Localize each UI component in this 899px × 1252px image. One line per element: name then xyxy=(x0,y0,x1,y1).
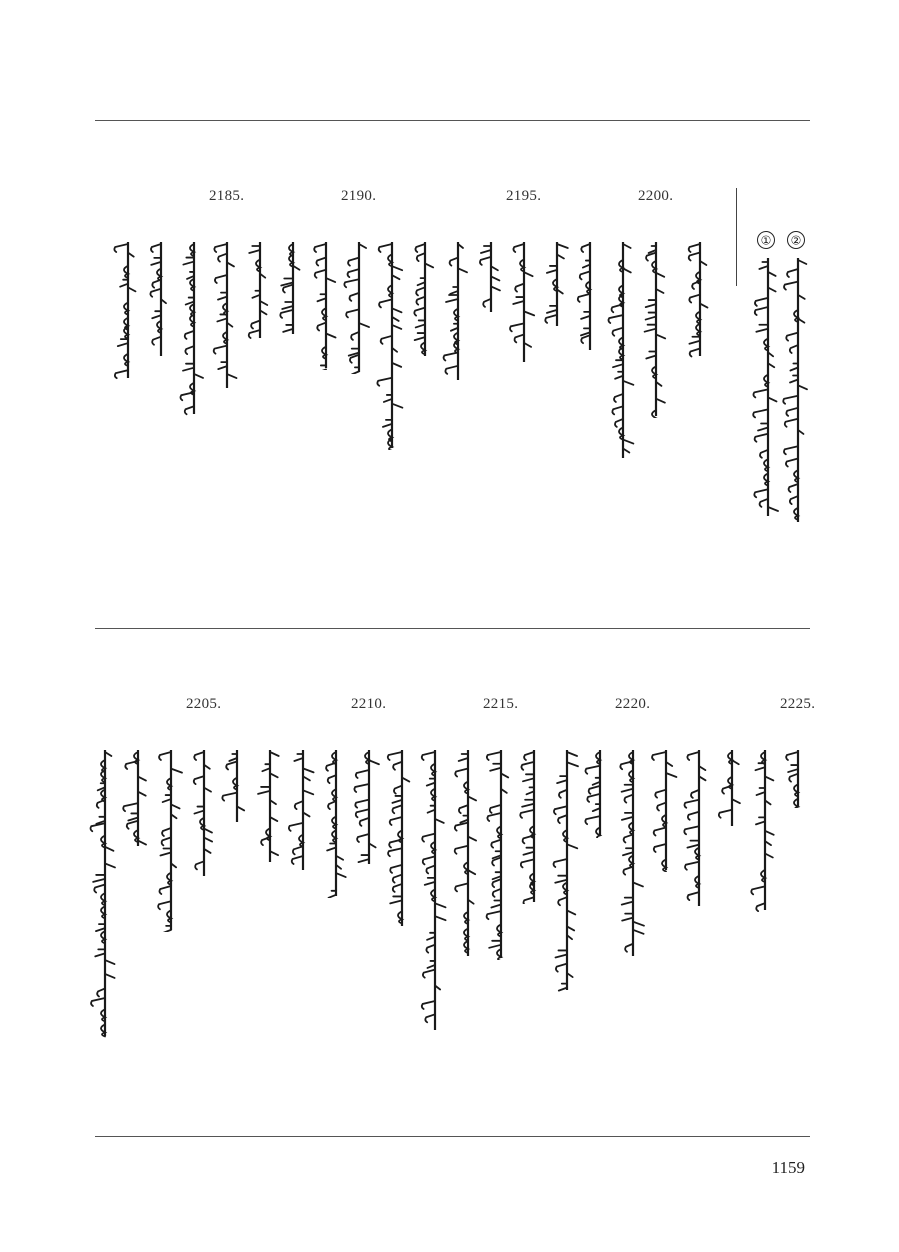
line-number: 2225. xyxy=(780,696,816,712)
line-number: 2185. xyxy=(209,188,245,204)
footnote-marker-1 xyxy=(756,230,776,250)
line-number: 2220. xyxy=(615,696,651,712)
line-number: 2205. xyxy=(186,696,222,712)
footer-rule xyxy=(95,1136,810,1137)
footnote-marker-2 xyxy=(786,230,806,250)
middle-rule xyxy=(95,628,810,629)
footnote-separator xyxy=(736,188,737,286)
line-number: 2210. xyxy=(351,696,387,712)
svg-text:②: ② xyxy=(790,233,802,248)
line-number: 2215. xyxy=(483,696,519,712)
line-number: 2195. xyxy=(506,188,542,204)
line-number: 2200. xyxy=(638,188,674,204)
header-rule xyxy=(95,120,810,121)
svg-text:①: ① xyxy=(760,233,772,248)
line-number: 2190. xyxy=(341,188,377,204)
page-number: 1159 xyxy=(771,1158,805,1177)
